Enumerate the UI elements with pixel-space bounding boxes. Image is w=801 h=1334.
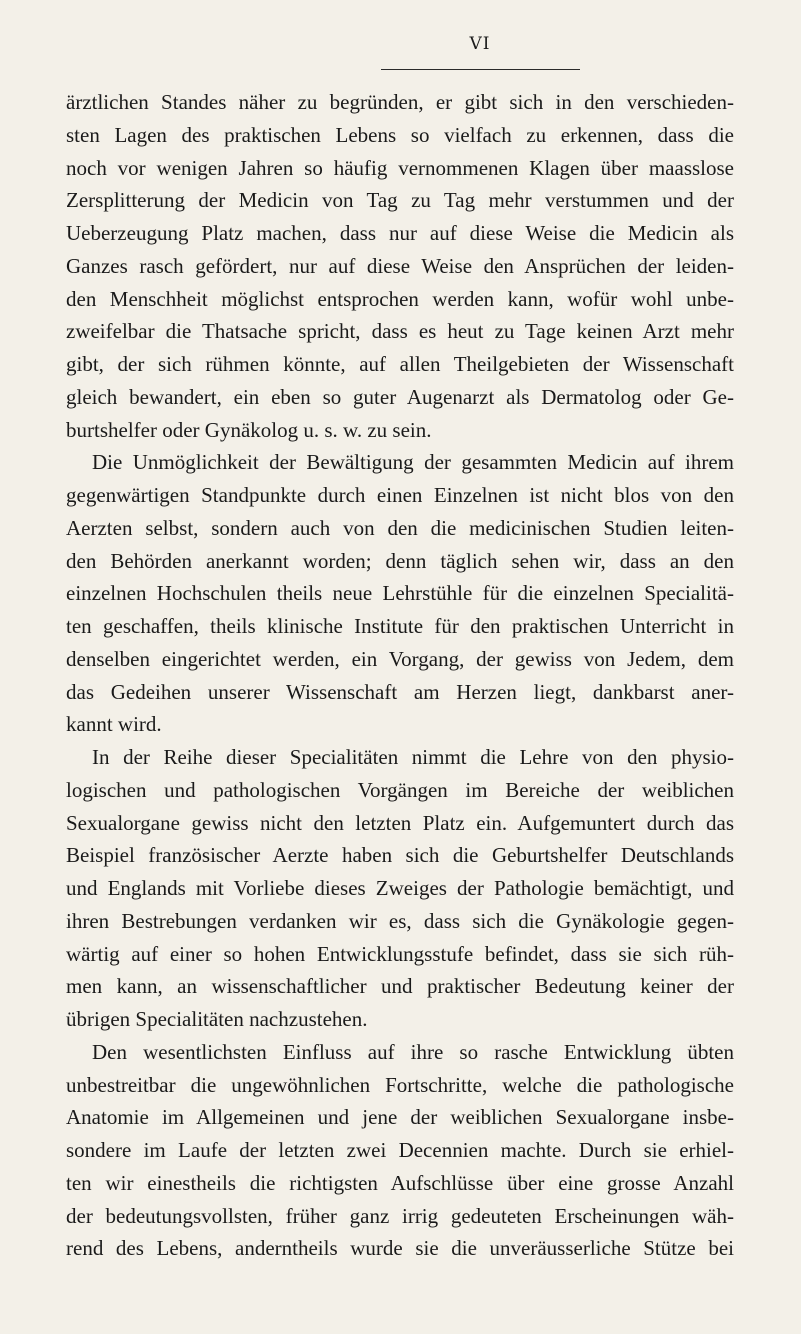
text-line: einzelnen Hochschulen theils neue Lehrstühle für die einzelnen Specialitä- <box>66 581 734 606</box>
text-line: men kann, an wissenschaftlicher und praktischer Bedeutung keiner der <box>66 974 734 999</box>
header-rule <box>381 69 580 70</box>
text-line: wärtig auf einer so hohen Entwicklungsstufe befindet, dass sie sich rüh- <box>66 941 734 966</box>
text-line: burtshelfer oder Gynäkolog u. s. w. zu sein. <box>66 417 432 442</box>
text-line: Den wesentlichsten Einfluss auf ihre so rasche Entwicklung übten <box>92 1039 734 1064</box>
text-line: gegenwärtigen Standpunkte durch einen Einzelnen ist nicht blos von den <box>66 483 734 507</box>
paragraph <box>66 86 734 446</box>
body-text <box>66 86 734 1265</box>
paragraph <box>66 1036 734 1265</box>
text-line: sten Lagen des praktischen Lebens so vielfach zu erkennen, dass die <box>66 122 734 147</box>
text-line: Aerzten selbst, sondern auch von den die medicinischen Studien leiten- <box>66 515 734 540</box>
text-line: noch vor wenigen Jahren so häufig vernommenen Klagen über maasslose <box>66 155 734 180</box>
text-line: den Menschheit möglichst entsprochen werden kann, wofür wohl unbe- <box>66 286 734 311</box>
text-line: und Englands mit Vorliebe dieses Zweiges der Pathologie bemächtigt, und <box>66 876 734 900</box>
text-line: Die Unmöglichkeit der Bewältigung der gesammten Medicin auf ihrem <box>92 450 734 475</box>
text-line: Ueberzeugung Platz machen, dass nur auf diese Weise die Medicin als <box>66 221 734 245</box>
page-number: VI <box>469 34 491 54</box>
text-line: ten geschaffen, theils klinische Institute für den praktischen Unterricht in <box>66 614 734 638</box>
paragraph <box>66 446 734 741</box>
text-line: der bedeutungsvollsten, früher ganz irrig gedeuteten Erscheinungen wäh- <box>66 1203 734 1228</box>
paragraph <box>66 741 734 1036</box>
text-line: sondere im Laufe der letzten zwei Decennien machte. Durch sie erhiel- <box>66 1138 734 1162</box>
text-line: gleich bewandert, ein eben so guter Augenarzt als Dermatolog oder Ge- <box>66 384 734 409</box>
text-line: rend des Lebens, anderntheils wurde sie die unveräusserliche Stütze bei <box>66 1236 734 1261</box>
page-header <box>0 34 801 78</box>
text-line: zweifelbar die Thatsache spricht, dass es heut zu Tage keinen Arzt mehr <box>66 319 734 344</box>
text-line: ihren Bestrebungen verdanken wir es, dass sich die Gynäkologie gegen- <box>66 908 734 933</box>
text-line: Beispiel französischer Aerzte haben sich die Geburtshelfer Deutschlands <box>66 843 734 868</box>
text-line: In der Reihe dieser Specialitäten nimmt die Lehre von den physio- <box>92 745 734 769</box>
text-line: Anatomie im Allgemeinen und jene der weiblichen Sexualorgane insbe- <box>66 1105 734 1130</box>
text-line: unbestreitbar die ungewöhnlichen Fortschritte, welche die pathologische <box>66 1072 734 1097</box>
text-line: logischen und pathologischen Vorgängen im Bereiche der weiblichen <box>66 777 734 802</box>
text-line: ärztlichen Standes näher zu begründen, er gibt sich in den verschieden- <box>66 90 734 114</box>
text-line: Zersplitterung der Medicin von Tag zu Tag mehr verstummen und der <box>66 188 734 213</box>
text-line: Sexualorgane gewiss nicht den letzten Platz ein. Aufgemuntert durch das <box>66 810 734 835</box>
text-line: denselben eingerichtet werden, ein Vorgang, der gewiss von Jedem, dem <box>66 646 734 671</box>
text-line: gibt, der sich rühmen könnte, auf allen Theilgebieten der Wissenschaft <box>66 352 734 376</box>
text-line: das Gedeihen unserer Wissenschaft am Herzen liegt, dankbarst aner- <box>66 679 734 704</box>
text-line: Ganzes rasch gefördert, nur auf diese Weise den Ansprüchen der leiden- <box>66 253 734 278</box>
text-line: ten wir einestheils die richtigsten Aufschlüsse über eine grosse Anzahl <box>66 1170 734 1195</box>
text-line: übrigen Specialitäten nachzustehen. <box>66 1007 368 1031</box>
text-line: kannt wird. <box>66 712 162 737</box>
text-line: den Behörden anerkannt worden; denn täglich sehen wir, dass an den <box>66 548 734 573</box>
